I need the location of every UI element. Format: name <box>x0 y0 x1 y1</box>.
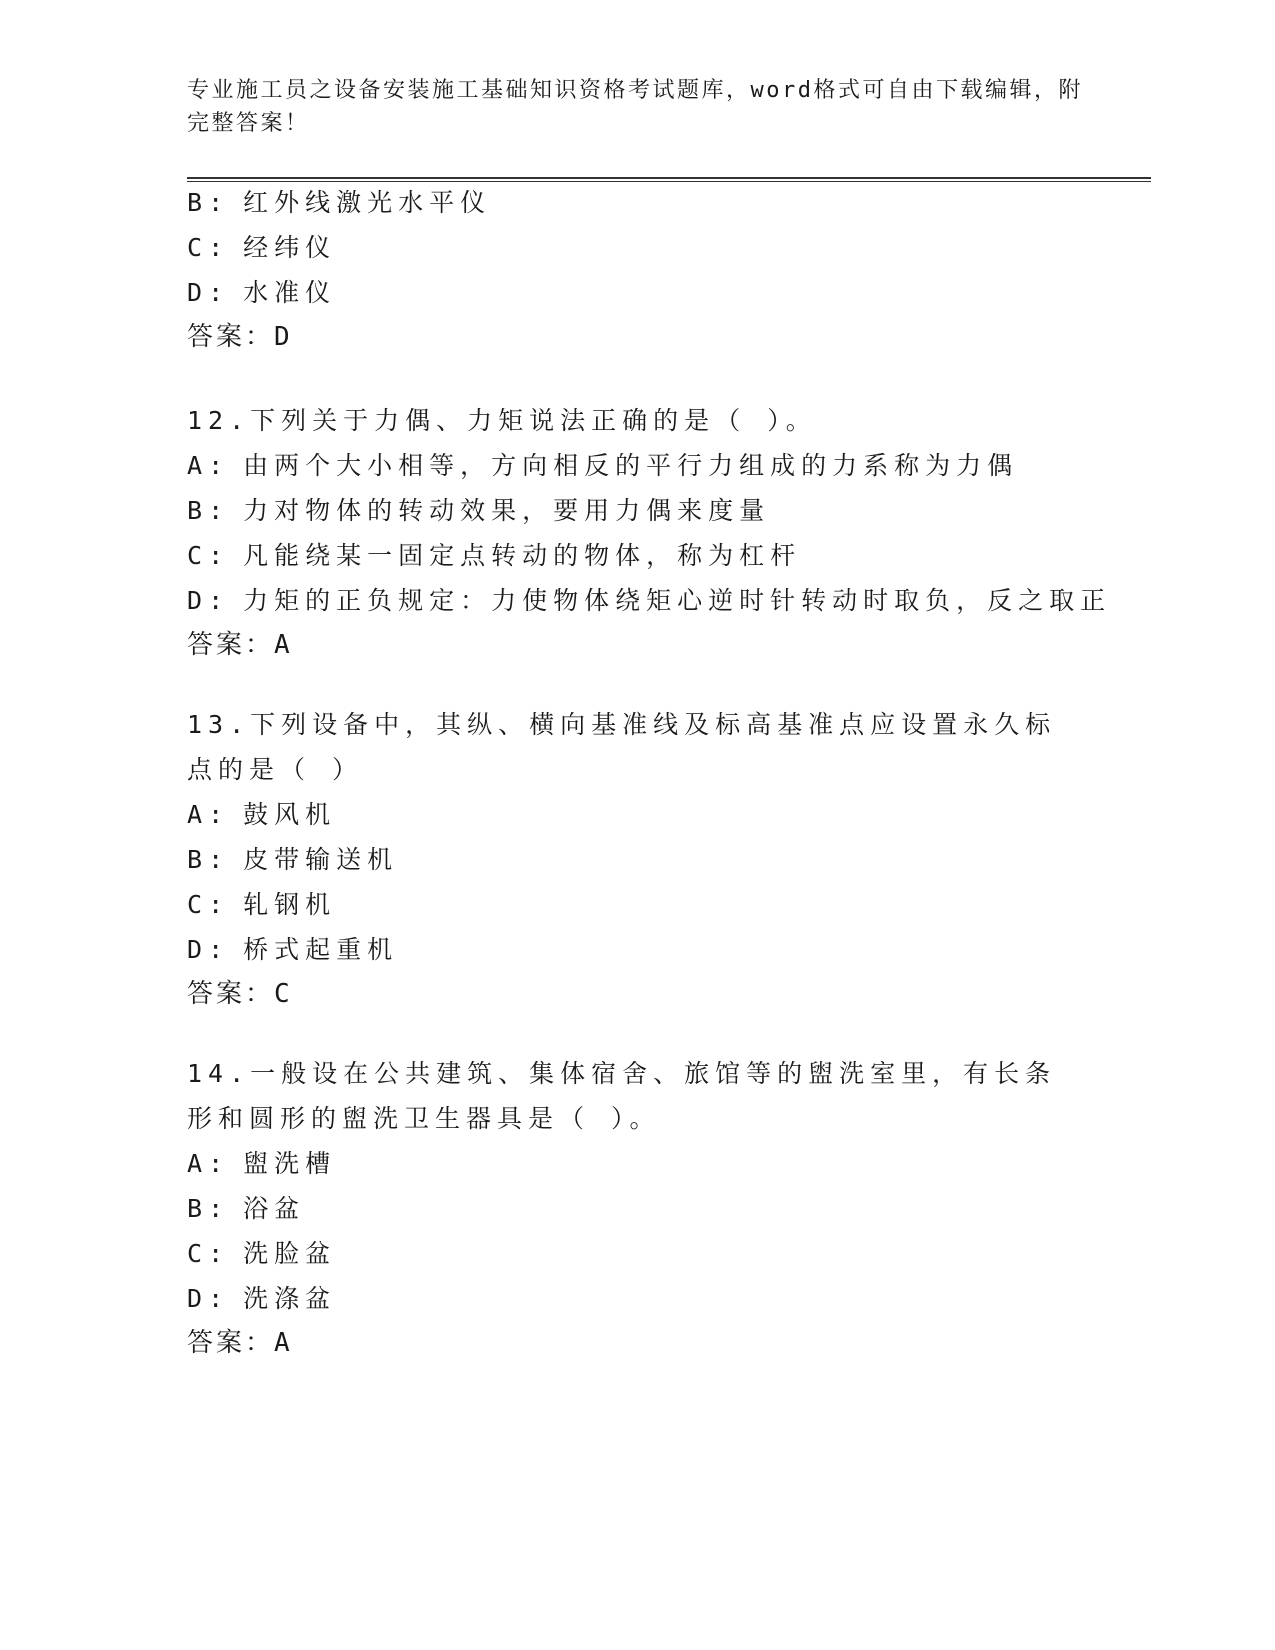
option-key: D <box>187 586 209 615</box>
option-key: B <box>187 1194 209 1223</box>
option-line <box>187 1141 1087 1186</box>
option-separator: : <box>208 496 230 525</box>
option-separator: : <box>208 451 230 480</box>
answer-label: 答案： <box>187 630 275 660</box>
option-key: C <box>187 1239 209 1268</box>
option-line <box>187 225 1087 270</box>
option-text: 由两个大小相等，方向相反的平行力组成的力系称为力偶 <box>243 451 1019 480</box>
option-separator: : <box>208 1149 230 1178</box>
option-separator: : <box>208 890 230 919</box>
question-14 <box>187 1051 1087 1366</box>
option-line <box>187 443 1087 488</box>
option-key: C <box>187 890 209 919</box>
option-separator: : <box>208 845 230 874</box>
option-separator: : <box>208 233 230 262</box>
option-text: 力对物体的转动效果，要用力偶来度量 <box>243 496 771 525</box>
option-text: 力矩的正负规定：力使物体绕矩心逆时针转动时取负，反之取正 <box>243 586 1112 615</box>
option-key: A <box>187 451 209 480</box>
answer-label: 答案： <box>187 1328 275 1358</box>
option-line <box>187 837 1087 882</box>
option-line <box>187 533 1087 578</box>
document-page <box>187 0 1147 1650</box>
answer-value: A <box>274 630 293 660</box>
answer-line <box>187 315 1087 360</box>
option-text: 皮带输送机 <box>243 845 399 874</box>
option-line <box>187 578 1112 623</box>
option-separator: : <box>208 278 230 307</box>
option-line <box>187 1231 1087 1276</box>
option-separator: : <box>208 541 230 570</box>
option-key: A <box>187 800 209 829</box>
option-text: 洗涤盆 <box>243 1284 337 1313</box>
option-separator: : <box>208 935 230 964</box>
option-text: 轧钢机 <box>243 890 337 919</box>
option-text: 桥式起重机 <box>243 935 399 964</box>
answer-value: A <box>274 1328 293 1358</box>
option-text: 浴盆 <box>243 1194 306 1223</box>
option-text: 凡能绕某一固定点转动的物体，称为杠杆 <box>243 541 802 570</box>
option-text: 水准仪 <box>243 278 337 307</box>
question-stem: 12.下列关于力偶、力矩说法正确的是（ ）。 <box>187 406 817 435</box>
option-line <box>187 792 1087 837</box>
option-separator: : <box>208 800 230 829</box>
option-line <box>187 270 1087 315</box>
option-separator: : <box>208 188 230 217</box>
option-text: 红外线激光水平仪 <box>243 188 492 217</box>
option-line <box>187 1186 1087 1231</box>
option-key: C <box>187 233 209 262</box>
question-stem: 13.下列设备中，其纵、横向基准线及标高基准点应设置永久标点的是（ ） <box>187 710 1057 784</box>
option-line <box>187 180 1087 225</box>
answer-label: 答案： <box>187 322 275 352</box>
option-key: B <box>187 188 209 217</box>
option-separator: : <box>208 586 230 615</box>
option-key: D <box>187 935 209 964</box>
answer-line <box>187 1321 1087 1366</box>
option-line <box>187 488 1087 533</box>
document-header: 专业施工员之设备安装施工基础知识资格考试题库，word格式可自由下载编辑，附完整答案！ <box>187 78 1083 136</box>
answer-value: C <box>274 979 293 1009</box>
option-key: C <box>187 541 209 570</box>
option-separator: : <box>208 1239 230 1268</box>
option-key: B <box>187 845 209 874</box>
question-stem: 14.一般设在公共建筑、集体宿舍、旅馆等的盥洗室里，有长条形和圆形的盥洗卫生器具是（ ）。 <box>187 1059 1057 1133</box>
option-text: 洗脸盆 <box>243 1239 337 1268</box>
option-text: 盥洗槽 <box>243 1149 337 1178</box>
option-line <box>187 882 1087 927</box>
option-key: B <box>187 496 209 525</box>
answer-label: 答案： <box>187 979 275 1009</box>
option-key: D <box>187 1284 209 1313</box>
option-line <box>187 927 1087 972</box>
option-separator: : <box>208 1194 230 1223</box>
option-key: D <box>187 278 209 307</box>
question-12 <box>187 398 1112 668</box>
option-text: 鼓风机 <box>243 800 337 829</box>
answer-line <box>187 623 1087 668</box>
question-13 <box>187 702 1087 1017</box>
answer-value: D <box>274 322 293 352</box>
answer-line <box>187 972 1087 1017</box>
option-line <box>187 1276 1087 1321</box>
option-text: 经纬仪 <box>243 233 337 262</box>
option-key: A <box>187 1149 209 1178</box>
carryover-block <box>187 180 1087 360</box>
option-separator: : <box>208 1284 230 1313</box>
